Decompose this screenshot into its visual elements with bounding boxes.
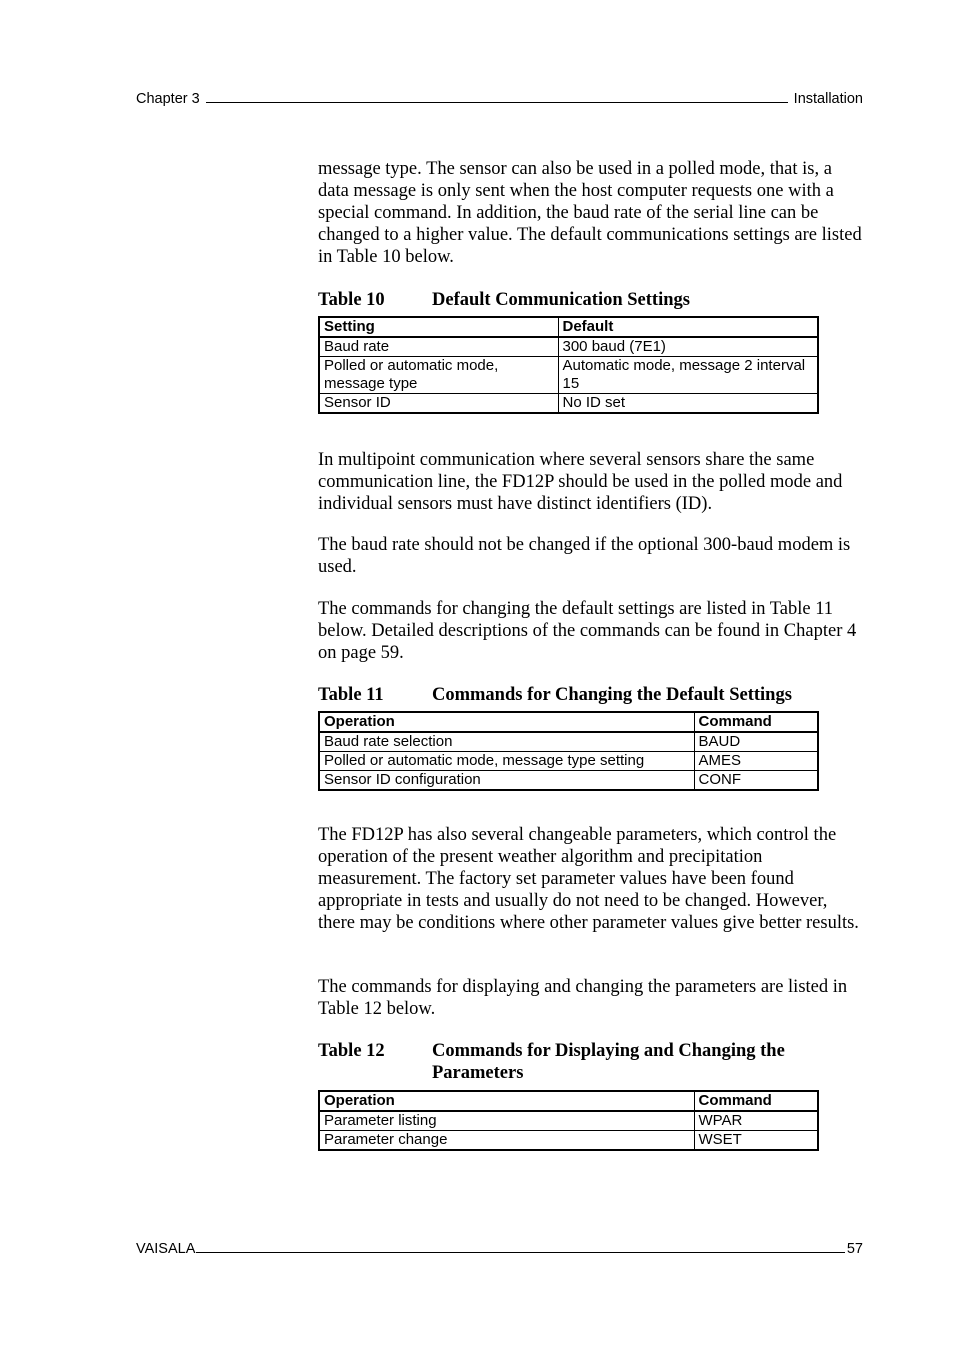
body-text: The commands for changing the default settings are listed in Table 11 below. Detailed descriptions of the commands can be found in Chapter 4 on page 59. [318, 599, 857, 663]
table-cell: WPAR [694, 1111, 818, 1131]
table-row [319, 337, 818, 357]
table-row [319, 732, 818, 752]
table-row [319, 394, 818, 414]
body-text: The commands for displaying and changing the parameters are listed in Table 12 below. [318, 977, 848, 1019]
table-header-row [319, 712, 818, 732]
table-12-caption [318, 1040, 863, 1084]
table-cell: AMES [694, 752, 818, 771]
body-text: message type. The sensor can also be used in a polled mode, that is, a data message is only sent when the host computer requests one with a special command. In addition, the baud rate of the serial line can be changed to a higher value. The default communications settings are listed in Table 10 below. [318, 159, 862, 267]
table-cell: WSET [694, 1131, 818, 1151]
table-title: Default Communication Settings [432, 290, 690, 310]
paragraph-4 [318, 598, 863, 664]
table-cell: Parameter change [319, 1131, 694, 1151]
table-row [319, 771, 818, 791]
footer-rule [196, 1240, 844, 1253]
table-cell: Sensor ID [319, 394, 558, 414]
body-text: The FD12P has also several changeable parameters, which control the operation of the present weather algorithm and precipitation measurement. The factory set parameter values have been found appropriate in tests and usually do not need to be changed. However, there may be conditions where other parameter values give better results. [318, 825, 859, 933]
paragraph-3 [318, 534, 863, 578]
table-row [319, 752, 818, 771]
paragraph-5 [318, 824, 863, 934]
column-header: Setting [319, 317, 558, 337]
table-cell: Polled or automatic mode, message type setting [319, 752, 694, 771]
table-cell: 300 baud (7E1) [558, 337, 818, 357]
page-footer [136, 1240, 863, 1257]
table-number: Table 12 [318, 1041, 385, 1061]
table-title: Commands for Displaying and Changing the Parameters [432, 1041, 785, 1083]
table-number: Table 10 [318, 290, 385, 310]
column-header: Default [558, 317, 818, 337]
table-10-caption [318, 289, 863, 311]
page-header [136, 90, 863, 107]
table-number: Table 11 [318, 685, 384, 705]
table-10 [318, 316, 863, 414]
table-header-row [319, 1091, 818, 1111]
table-cell: Baud rate [319, 337, 558, 357]
page-number: 57 [846, 1241, 863, 1257]
column-header: Command [694, 1091, 818, 1111]
table-cell: BAUD [694, 732, 818, 752]
table-cell: Polled or automatic mode, message type [319, 357, 558, 394]
table-title: Commands for Changing the Default Settings [432, 685, 792, 705]
table-cell: Sensor ID configuration [319, 771, 694, 791]
table-cell: Baud rate selection [319, 732, 694, 752]
table-11 [318, 711, 863, 791]
header-section: Installation [793, 91, 863, 107]
table-header-row [319, 317, 818, 337]
table-row [319, 1131, 818, 1151]
paragraph-1 [318, 158, 863, 268]
column-header: Command [694, 712, 818, 732]
column-header: Operation [319, 712, 694, 732]
table-11-caption [318, 684, 863, 706]
table-cell: No ID set [558, 394, 818, 414]
header-rule [206, 90, 788, 103]
table-cell: Parameter listing [319, 1111, 694, 1131]
body-text: In multipoint communication where several sensors share the same communication line, the FD12P should be used in the polled mode and individual sensors must have distinct identifiers (ID). [318, 450, 843, 514]
table-cell: CONF [694, 771, 818, 791]
column-header: Operation [319, 1091, 694, 1111]
paragraph-2 [318, 449, 863, 515]
table-row [319, 357, 818, 394]
body-text: The baud rate should not be changed if the optional 300-baud modem is used. [318, 535, 851, 577]
table-cell: Automatic mode, message 2 interval 15 [558, 357, 818, 394]
paragraph-6 [318, 976, 863, 1020]
header-chapter: Chapter 3 [136, 91, 200, 107]
footer-brand: VAISALA [136, 1241, 196, 1257]
table-row [319, 1111, 818, 1131]
table-12 [318, 1090, 863, 1151]
